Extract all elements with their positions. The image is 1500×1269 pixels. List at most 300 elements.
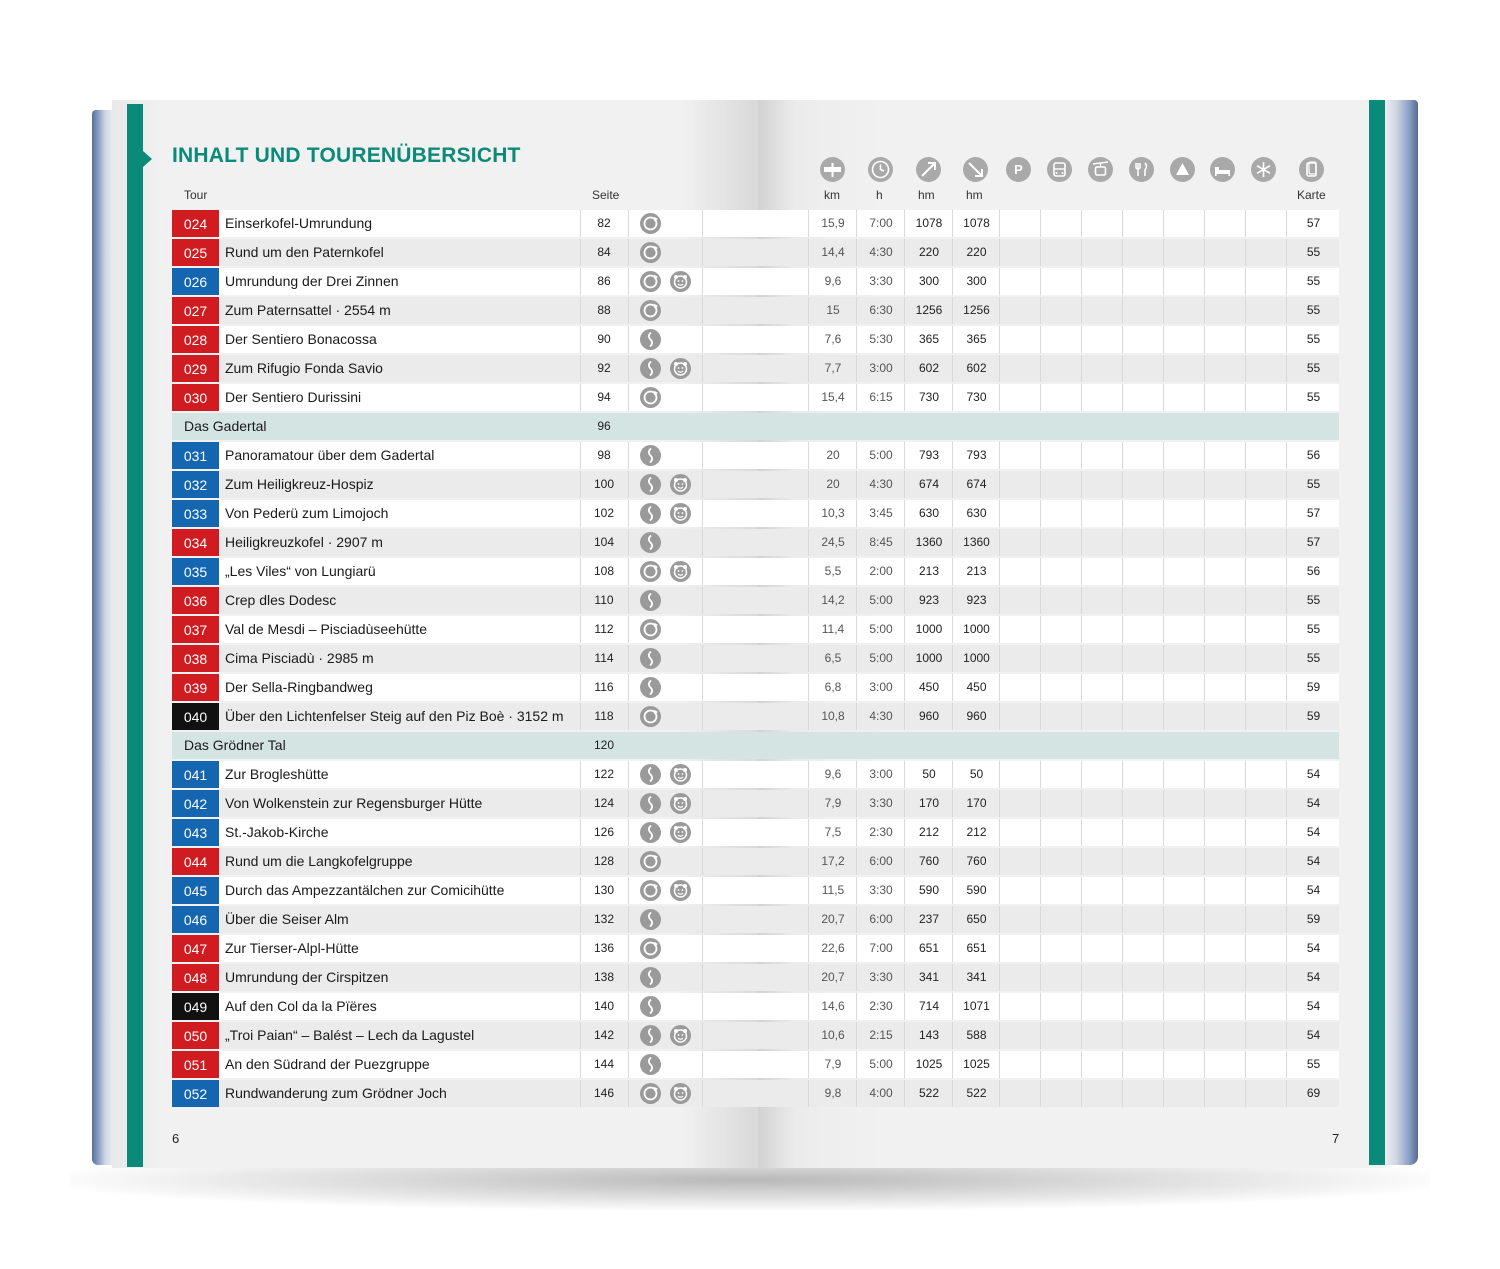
tour-page: 114 [594,651,614,665]
tour-number: 047 [172,935,219,962]
circular-route-icon [640,706,661,727]
column-divider [1081,442,1082,469]
tour-name: „Les Viles“ von Lungiarü [225,563,376,579]
one-way-route-icon [640,996,661,1017]
tour-ascent: 1000 [915,622,943,636]
section-title: Das Grödner Tal [184,737,286,753]
tour-page: 130 [593,883,615,897]
tour-name: Cima Pisciadù · 2985 m [225,650,374,666]
column-divider [1245,616,1246,643]
page-number-left: 6 [172,1131,180,1146]
family-friendly-icon [670,880,691,901]
tour-descent: 220 [966,245,987,259]
column-divider [1286,819,1287,846]
section-row [172,732,758,759]
header-karte: Karte [1297,188,1326,202]
column-divider [1286,848,1287,875]
tour-name: Der Sentiero Durissini [225,389,362,405]
column-divider [1081,935,1082,962]
column-divider [1040,239,1041,266]
column-divider [1163,790,1164,817]
column-divider [1163,645,1164,672]
column-divider [952,355,953,382]
column-divider [856,297,857,324]
column-divider [999,210,1000,237]
column-divider [1204,790,1205,817]
tour-number: 051 [172,1051,219,1078]
tour-number: 038 [172,645,219,672]
column-divider [1040,210,1041,237]
column-divider [1245,587,1246,614]
tour-distance: 14,4 [821,245,845,259]
tour-number: 029 [172,355,219,382]
column-divider [1122,442,1123,469]
column-divider [1204,471,1205,498]
book-page-edges-left [92,110,114,1165]
column-divider [1286,1080,1287,1107]
tour-number: 052 [172,1080,219,1107]
tour-row[interactable] [172,645,758,672]
section-row-right [758,413,1339,440]
tour-duration: 7:00 [869,941,893,955]
header-tour: Tour [184,188,208,202]
column-divider [999,703,1000,730]
column-divider [702,964,703,991]
column-divider [952,703,953,730]
tour-row[interactable] [172,326,758,353]
column-divider [702,616,703,643]
one-way-route-icon [640,822,661,843]
column-divider [1245,790,1246,817]
column-divider [1163,848,1164,875]
column-divider [1245,993,1246,1020]
column-divider [628,819,629,846]
column-divider [1081,500,1082,527]
column-divider [856,819,857,846]
column-divider [1245,848,1246,875]
column-divider [856,877,857,904]
tour-ascent: 651 [918,941,940,955]
tour-number: 030 [172,384,219,411]
column-divider [702,645,703,672]
tour-row[interactable] [172,529,758,556]
column-divider [856,935,857,962]
one-way-route-icon [640,648,661,669]
column-divider [1081,326,1082,353]
column-divider [904,355,905,382]
column-divider [856,645,857,672]
column-divider [856,239,857,266]
one-way-route-icon [640,445,661,466]
column-divider [856,790,857,817]
one-way-route-icon [640,358,661,379]
column-divider [1286,1022,1287,1049]
column-divider [808,1080,809,1107]
family-friendly-icon [670,793,691,814]
tour-page: 140 [593,999,615,1013]
tour-row[interactable] [172,210,758,237]
tour-row[interactable] [172,819,758,846]
tour-duration: 5:30 [869,332,893,346]
column-divider [904,210,905,237]
tour-duration: 6:15 [869,390,893,404]
column-divider [952,587,953,614]
tour-duration: 7:00 [869,216,893,230]
column-divider [1204,239,1205,266]
column-divider [1245,761,1246,788]
column-divider [999,964,1000,991]
column-divider [1163,616,1164,643]
tour-row[interactable] [172,239,758,266]
tour-row[interactable] [172,297,758,324]
tour-ascent: 1000 [915,651,943,665]
section-row [172,413,758,440]
tour-descent: 630 [966,506,987,520]
column-divider [808,964,809,991]
column-divider [1286,703,1287,730]
column-divider [628,1080,629,1107]
tour-name: Der Sentiero Bonacossa [225,331,377,347]
tour-page: 90 [597,332,611,346]
tour-row[interactable] [172,674,758,701]
column-divider [808,906,809,933]
tour-map: 56 [1306,448,1321,462]
column-divider [1122,471,1123,498]
tour-row[interactable] [172,442,758,469]
column-divider [1040,355,1041,382]
tour-row[interactable] [172,848,758,875]
title-arrow-icon [143,151,152,167]
column-divider [904,239,905,266]
column-divider [999,442,1000,469]
tour-number: 045 [172,877,219,904]
tour-row[interactable] [172,500,758,527]
tour-row[interactable] [172,558,758,585]
column-divider [1204,268,1205,295]
column-divider [952,674,953,701]
column-divider [904,616,905,643]
tour-map: 57 [1306,535,1321,549]
one-way-route-icon [640,677,661,698]
tour-number: 050 [172,1022,219,1049]
tour-map: 55 [1306,593,1321,607]
tour-row[interactable] [172,935,758,962]
tour-distance: 7,9 [824,1057,842,1071]
column-divider [1163,500,1164,527]
tour-row[interactable] [172,703,758,730]
tour-name: Über die Seiser Alm [225,911,349,927]
ascent-icon [916,157,941,182]
column-divider [856,993,857,1020]
column-divider [999,326,1000,353]
tour-duration: 5:00 [869,1057,893,1071]
column-divider [1122,297,1123,324]
tour-row-right [758,297,1339,324]
tour-number: 040 [172,703,219,730]
tour-name: Über den Lichtenfelser Steig auf den Piz Boè · 3152 m [225,708,564,724]
column-divider [1286,761,1287,788]
tour-row[interactable] [172,268,758,295]
tour-ascent: 1360 [915,535,943,549]
column-divider [856,587,857,614]
column-divider [1081,297,1082,324]
column-divider [1040,587,1041,614]
column-divider [999,645,1000,672]
column-divider [999,877,1000,904]
tour-number: 024 [172,210,219,237]
column-divider [1286,500,1287,527]
column-divider [1245,1051,1246,1078]
column-divider [1081,355,1082,382]
column-divider [1081,703,1082,730]
tour-row[interactable] [172,790,758,817]
map-icon [1299,157,1324,182]
tour-row[interactable] [172,1051,758,1078]
tour-page: 88 [597,303,611,317]
column-divider [808,297,809,324]
column-divider [1081,993,1082,1020]
tour-ascent: 793 [918,448,940,462]
column-divider [1040,1022,1041,1049]
column-divider [999,587,1000,614]
tour-page: 102 [593,506,615,520]
column-divider [1204,906,1205,933]
tour-page: 108 [593,564,615,578]
column-divider [1286,1051,1287,1078]
bed-icon [1210,157,1235,182]
tour-distance: 7,9 [824,796,842,810]
column-divider [856,471,857,498]
column-divider [628,558,629,585]
tour-descent: 730 [966,390,987,404]
tour-page: 136 [593,941,615,955]
tour-descent: 793 [966,448,987,462]
column-divider [999,790,1000,817]
column-divider [1081,761,1082,788]
family-friendly-icon [670,1083,691,1104]
tour-row[interactable] [172,761,758,788]
column-divider [1204,326,1205,353]
family-friendly-icon [670,358,691,379]
tour-ascent: 237 [918,912,940,926]
tour-descent: 450 [966,680,987,694]
family-friendly-icon [670,764,691,785]
column-divider [1040,877,1041,904]
column-divider [856,529,857,556]
tour-number: 027 [172,297,219,324]
column-divider [1204,210,1205,237]
column-divider [628,355,629,382]
tour-distance: 9,6 [824,767,842,781]
column-divider [628,239,629,266]
column-divider [808,1022,809,1049]
tour-row[interactable] [172,1022,758,1049]
tour-ascent: 212 [918,825,940,839]
tour-name: Rund um den Paternkofel [225,244,384,260]
tour-distance: 10,8 [821,709,845,723]
column-divider [1040,790,1041,817]
column-divider [628,1022,629,1049]
tour-map: 55 [1306,1057,1321,1071]
tour-page: 122 [593,767,615,781]
column-divider [1245,239,1246,266]
column-divider [952,993,953,1020]
column-divider [904,761,905,788]
column-divider [1245,471,1246,498]
column-divider [1163,587,1164,614]
tour-row-right [758,1080,1339,1107]
column-divider [1040,935,1041,962]
column-divider [702,703,703,730]
tour-distance: 10,3 [821,506,845,520]
column-divider [808,848,809,875]
tour-row[interactable] [172,877,758,904]
column-divider [702,674,703,701]
bus-icon [1047,157,1072,182]
column-divider [999,906,1000,933]
column-divider [808,1051,809,1078]
column-divider [856,703,857,730]
tour-page: 110 [594,593,614,607]
column-divider [856,1051,857,1078]
tour-name: An den Südrand der Puezgruppe [225,1056,430,1072]
tour-name: Umrundung der Cirspitzen [225,969,389,985]
column-divider [702,471,703,498]
column-divider [1286,268,1287,295]
tour-map: 54 [1306,883,1321,897]
tour-distance: 17,2 [821,854,845,868]
tour-duration: 5:00 [869,448,893,462]
column-divider [1163,1022,1164,1049]
tour-row-right [758,442,1339,469]
tour-row[interactable] [172,587,758,614]
tour-row[interactable] [172,384,758,411]
tour-row[interactable] [172,964,758,991]
tour-row-right [758,268,1339,295]
column-divider [1163,210,1164,237]
column-divider [1286,442,1287,469]
left-accent-strip [127,104,143,1167]
right-accent-strip [1369,100,1385,1165]
column-divider [1122,819,1123,846]
column-divider [999,761,1000,788]
tour-number: 046 [172,906,219,933]
tour-distance: 11,4 [821,622,845,636]
column-divider [999,1022,1000,1049]
column-divider [702,239,703,266]
column-divider [628,761,629,788]
column-divider [1081,674,1082,701]
column-divider [1163,326,1164,353]
tour-page: 116 [594,680,614,694]
tour-row[interactable] [172,616,758,643]
one-way-route-icon [640,329,661,350]
tour-map: 55 [1306,332,1321,346]
column-divider [1122,500,1123,527]
tour-page: 132 [593,912,615,926]
column-divider [1245,1022,1246,1049]
column-divider [628,964,629,991]
column-divider [1204,935,1205,962]
one-way-route-icon [640,590,661,611]
column-divider [999,268,1000,295]
column-divider [1163,471,1164,498]
column-divider [1163,674,1164,701]
tour-row[interactable] [172,993,758,1020]
column-divider [999,297,1000,324]
column-divider [1122,935,1123,962]
tour-number: 044 [172,848,219,875]
column-divider [952,326,953,353]
column-divider [1122,761,1123,788]
column-divider [702,761,703,788]
column-divider [1204,558,1205,585]
tour-row[interactable] [172,906,758,933]
column-divider [1122,906,1123,933]
one-way-route-icon [640,967,661,988]
tour-ascent: 143 [918,1028,940,1042]
tour-ascent: 1256 [915,303,943,317]
tour-row-right [758,384,1339,411]
tour-number: 037 [172,616,219,643]
tour-page: 104 [593,535,615,549]
tour-name: Zur Tierser-Alpl-Hütte [225,940,359,956]
column-divider [1122,384,1123,411]
tour-map: 59 [1306,680,1321,694]
tour-number: 028 [172,326,219,353]
column-divider [702,1022,703,1049]
tour-distance: 6,8 [824,680,842,694]
column-divider [702,790,703,817]
tour-row[interactable] [172,1080,758,1107]
tour-number: 048 [172,964,219,991]
tour-name: „Troi Paian“ – Balést – Lech da Lagustel [225,1027,475,1043]
tour-page: 142 [593,1028,615,1042]
tour-ascent: 213 [918,564,940,578]
tour-row-right [758,645,1339,672]
tour-row[interactable] [172,471,758,498]
column-divider [856,1080,857,1107]
column-divider [628,587,629,614]
column-divider [1286,790,1287,817]
column-divider [808,471,809,498]
one-way-route-icon [640,503,661,524]
tour-distance: 20 [826,448,840,462]
column-divider [1245,558,1246,585]
column-divider [808,761,809,788]
tour-name: Von Wolkenstein zur Regensburger Hütte [225,795,483,811]
header-km: km [824,188,840,202]
tour-descent: 650 [966,912,987,926]
tour-duration: 3:30 [869,796,893,810]
tour-distance: 20 [826,477,840,491]
tour-distance: 9,8 [824,1086,842,1100]
column-divider [1286,674,1287,701]
tour-descent: 1025 [963,1057,990,1071]
tour-row[interactable] [172,355,758,382]
tour-descent: 1078 [963,216,990,230]
column-divider [808,384,809,411]
column-divider [628,645,629,672]
column-divider [702,819,703,846]
column-divider [856,616,857,643]
tour-duration: 3:00 [869,680,893,694]
circular-route-icon [640,271,661,292]
column-divider [702,297,703,324]
tour-name: Durch das Ampezzantälchen zur Comicihütte [225,882,505,898]
family-friendly-icon [670,1025,691,1046]
column-divider [1245,935,1246,962]
